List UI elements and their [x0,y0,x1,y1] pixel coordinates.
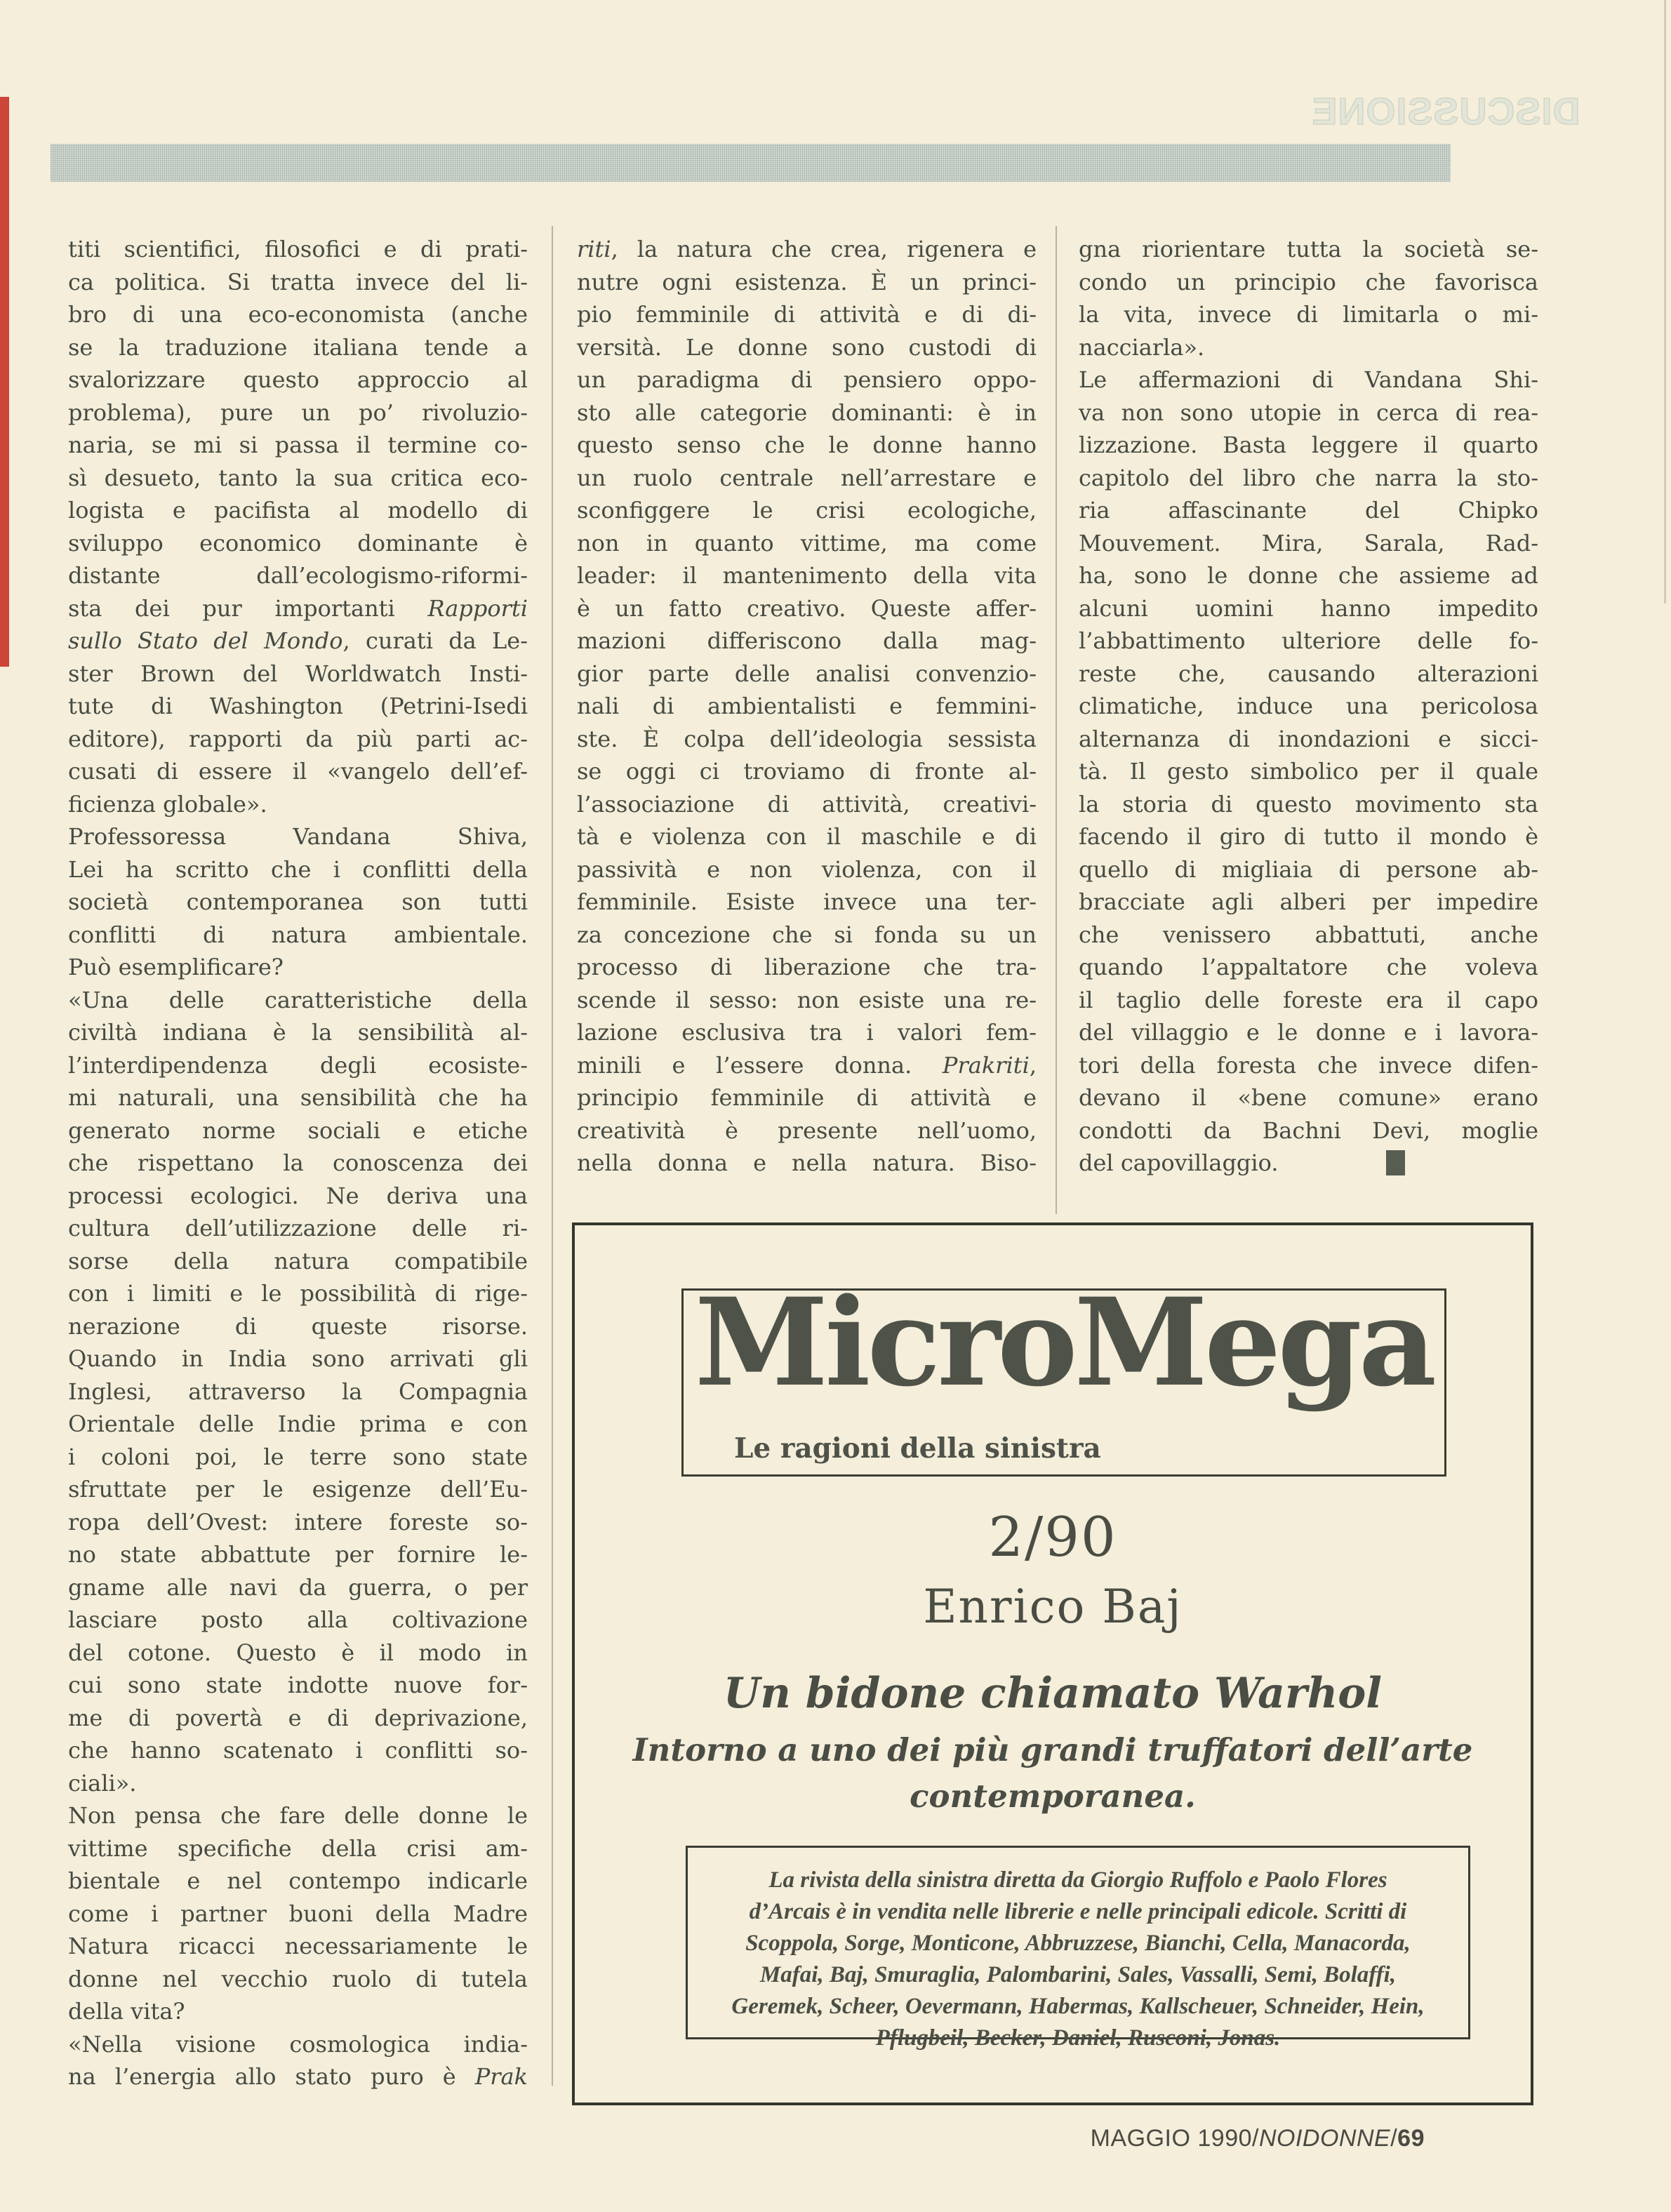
footer-magazine-name: NOIDONNE [1258,2125,1391,2152]
text-line: no state abbattute per fornire le- [68,1541,528,1568]
text-line: mazioni differiscono dalla mag- [577,627,1037,654]
text-line: donne nel vecchio ruolo di tutela [68,1965,528,1992]
text-line: del villaggio e le donne e i lavora- [1079,1019,1538,1046]
text-line: che hanno scatenato i conflitti so- [68,1737,528,1764]
text-line: nella donna e nella natura. Biso- [577,1150,1037,1176]
text-line: ropa dell’Ovest: intere foreste so- [68,1508,528,1535]
text-line: quando l’appaltatore che voleva [1079,954,1538,980]
text-line: Quando in India sono arrivati gli [68,1345,528,1372]
text-line: sconfiggere le crisi ecologiche, [577,497,1037,524]
text-line: devano il «bene comune» erano [1079,1084,1538,1111]
text-line: Orientale delle Indie prima e con [68,1411,528,1437]
advert-blurb-line: Pflugbeil, Becker, Daniel, Rusconi, Jonas. [875,2025,1281,2051]
footer-date: MAGGIO 1990/ [1090,2125,1259,2152]
text-line: nali di ambientalisti e femmini- [577,693,1037,719]
text-line: minili e l’essere donna. Prakriti, [577,1051,1037,1079]
text-line: ster Brown del Worldwatch Insti- [68,660,528,687]
text-line: che rispettano la conoscenza dei [68,1150,528,1176]
advert-blurb-line: Geremek, Scheer, Oevermann, Habermas, Kallscheuer, Schneider, Hein, [731,1994,1425,2019]
text-line: processo di liberazione che tra- [577,954,1037,980]
text-line: tà e violenza con il maschile e di [577,823,1037,850]
text-line: gname alle navi da guerra, o per [68,1573,528,1601]
section-divider-bar [51,144,1451,182]
issue-number: 2/90 [988,1506,1117,1569]
text-line: civiltà indiana è la sensibilità al- [68,1019,528,1046]
text-line: nutre ogni esistenza. È un princi- [577,268,1037,295]
text-line: alcuni uomini hanno impedito [1079,594,1538,622]
text-line-text: del capovillaggio. [1079,1150,1279,1176]
footer-credit [1091,2125,1425,2152]
text-line: titi scientifici, filosofici e di prati- [68,236,528,262]
text-line: l’associazione di attività, creativi- [577,790,1037,818]
text-line: non in quanto vittime, ma come [577,529,1037,557]
text-line: editore), rapporti da più parti ac- [68,725,528,752]
text-line: nerazione di queste risorse. [68,1312,528,1340]
micromega-tagline: Le ragioni della sinistra [734,1432,1101,1465]
text-line: sorse della natura compatibile [68,1247,528,1274]
text-line [1079,1147,1538,1180]
text-line: della vita? [68,1998,185,2025]
text-line: distante dall’ecologismo-riformi- [68,562,528,589]
text-line: reste che, causando alterazioni [1079,660,1538,687]
text-line: capitolo del libro che narra la sto- [1079,464,1538,491]
text-line: conflitti di natura ambientale. [68,921,528,948]
text-line: vittime specifiche della crisi am- [68,1834,528,1862]
text-line: pio femminile di attività e di di- [577,301,1037,328]
text-line: questo senso che le donne hanno [577,432,1037,458]
ghost-section-title: DISCUSSIONE [1311,91,1580,133]
text-line: «Una delle caratteristiche della [68,986,528,1013]
text-line: con i limiti e le possibilità di rige- [68,1280,528,1307]
text-line: sì desueto, tanto la sua critica eco- [68,464,528,491]
text-line: me di povertà e di deprivazione, [68,1704,528,1731]
text-line: l’interdipendenza degli ecosiste- [68,1051,528,1079]
text-line: tute di Washington (Petrini-Isedi [68,693,528,719]
article-column-2 [577,233,1037,1180]
text-line: Lei ha scritto che i conflitti della [68,855,528,883]
text-line: logista e pacifista al modello di [68,497,528,524]
text-line: bracciate agli alberi per impedire [1079,888,1538,915]
text-line: cultura dell’utilizzazione delle ri- [68,1215,528,1241]
text-line: «Nella visione cosmologica india- [68,2030,528,2058]
text-line: condotti da Bachni Devi, moglie [1079,1117,1538,1144]
text-line: Le affermazioni di Vandana Shi- [1079,366,1538,393]
text-line: ha, sono le donne che assieme ad [1079,562,1538,589]
text-line: Professoressa Vandana Shiva, [68,823,528,850]
text-line: creatività è presente nell’uomo, [577,1117,1037,1144]
text-line: ste. È colpa dell’ideologia sessista [577,725,1037,752]
advert-subtitle-line-2: contemporanea. [910,1778,1196,1815]
text-line: alternanza di inondazioni e sicci- [1079,725,1538,752]
advert-subtitle-line-1: Intorno a uno dei più grandi truffatori dell’arte [632,1731,1473,1768]
text-line: za concezione che si fonda su un [577,921,1037,948]
text-line: i coloni poi, le terre sono state [68,1443,528,1470]
column-rule-2 [1056,226,1057,1214]
text-line: riti, la natura che crea, rigenera e [577,236,1037,262]
text-line: leader: il mantenimento della vita [577,562,1037,589]
text-line: tà. Il gesto simbolico per il quale [1079,758,1538,785]
text-line: bientale e nel contempo indicarle [68,1867,528,1894]
text-line: cui sono state indotte nuove for- [68,1672,528,1698]
advert-subtitle [575,1727,1531,1820]
text-line: se oggi ci troviamo di fronte al- [577,758,1037,785]
text-line: versità. Le donne sono custodi di [577,333,1037,361]
text-line: Può esemplificare? [68,954,284,980]
text-line: Non pensa che fare delle donne le [68,1802,528,1829]
footer-slash: / [1390,2125,1398,2152]
text-line: ficienza globale». [68,790,267,818]
advert-author: Enrico Baj [923,1580,1183,1634]
text-line: sto alle categorie dominanti: è in [577,399,1037,426]
end-of-article-marker [1386,1150,1405,1175]
text-line: ria affascinante del Chipko [1079,497,1538,524]
text-line: Mouvement. Mira, Sarala, Rad- [1079,529,1538,557]
text-line: condo un principio che favorisca [1079,268,1538,295]
text-line: gna riorientare tutta la società se- [1079,236,1538,262]
advert-blurb-box [686,1846,1470,2051]
text-line: va non sono utopie in cerca di rea- [1079,399,1538,426]
text-line: principio femminile di attività e [577,1084,1037,1111]
text-line: femminile. Esiste invece una ter- [577,888,1037,915]
text-line: la vita, invece di limitarla o mi- [1079,301,1538,328]
text-line: na l’energia allo stato puro è Prak [68,2063,528,2090]
text-line: generato norme sociali e etiche [68,1117,528,1144]
text-line: l’abbattimento ulteriore delle fo- [1079,627,1538,654]
footer-page-number: 69 [1397,2125,1425,2152]
text-line: se la traduzione italiana tende a [68,333,528,361]
text-line: che venissero abbattuti, anche [1079,921,1538,948]
text-line: del cotone. Questo è il modo in [68,1639,528,1666]
text-line: società contemporanea son tutti [68,888,528,915]
text-line: facendo il giro di tutto il mondo è [1079,823,1538,850]
advert-blurb-line: La rivista della sinistra diretta da Giorgio Ruffolo e Paolo Flores [768,1867,1387,1893]
column-rule-1 [552,226,553,2086]
text-line: tori della foresta che invece difen- [1079,1051,1538,1079]
article-column-3 [1079,233,1538,1180]
advert-blurb-line: Mafai, Baj, Smuraglia, Palombarini, Sales, Vassalli, Semi, Bolaffi, [759,1962,1397,1987]
text-line: è un fatto creativo. Queste affer- [577,594,1037,622]
text-line: bro di una eco-economista (anche [68,301,528,328]
text-line: svalorizzare questo approccio al [68,366,528,393]
scan-red-edge-artifact [0,97,9,667]
micromega-advert-box [572,1222,1533,2105]
text-line: Natura ricacci necessariamente le [68,1933,528,1959]
advert-article-title: Un bidone chiamato Warhol [723,1669,1383,1718]
text-line: lasciare posto alla coltivazione [68,1606,528,1633]
text-line: sta dei pur importanti Rapporti [68,594,528,622]
text-line: un ruolo centrale nell’arrestare e [577,464,1037,491]
text-line: naria, se mi si passa il termine co- [68,432,528,458]
text-line: un paradigma di pensiero oppo- [577,366,1037,393]
advert-blurb-line: d’Arcais è in vendita nelle librerie e nelle principali edicole. Scritti di [749,1899,1407,1924]
micromega-logo: MicroMega [694,1271,1434,1413]
text-line: quello di migliaia di persone ab- [1079,855,1538,883]
text-line: Inglesi, attraverso la Compagnia [68,1378,528,1405]
text-line: lazione esclusiva tra i valori fem- [577,1019,1037,1046]
text-line: cusati di essere il «vangelo dell’ef- [68,758,528,785]
scan-right-edge-line [1664,0,1666,604]
text-line: processi ecologici. Ne deriva una [68,1182,528,1209]
text-line: mi naturali, una sensibilità che ha [68,1084,528,1111]
text-line: la storia di questo movimento sta [1079,790,1538,818]
text-line: sullo Stato del Mondo, curati da Le- [68,627,528,654]
text-line: come i partner buoni della Madre [68,1900,528,1927]
text-line: lizzazione. Basta leggere il quarto [1079,432,1538,458]
text-line: sfruttate per le esigenze dell’Eu- [68,1476,528,1503]
article-column-1 [68,233,528,2093]
text-line: passività e non violenza, con il [577,855,1037,883]
advert-blurb-line: Scoppola, Sorge, Monticone, Abbruzzese, Bianchi, Cella, Manacorda, [745,1931,1411,1956]
text-line: climatiche, induce una pericolosa [1079,693,1538,719]
text-line: ca politica. Si tratta invece del li- [68,268,528,295]
text-line: problema), pure un po’ rivoluzio- [68,399,528,426]
text-line: il taglio delle foreste era il capo [1079,986,1538,1013]
text-line: ciali». [68,1769,137,1797]
text-line: scende il sesso: non esiste una re- [577,986,1037,1013]
text-line: sviluppo economico dominante è [68,529,528,557]
text-line: nacciarla». [1079,333,1205,361]
text-line: gior parte delle analisi convenzio- [577,660,1037,687]
micromega-logo-box [681,1271,1446,1477]
